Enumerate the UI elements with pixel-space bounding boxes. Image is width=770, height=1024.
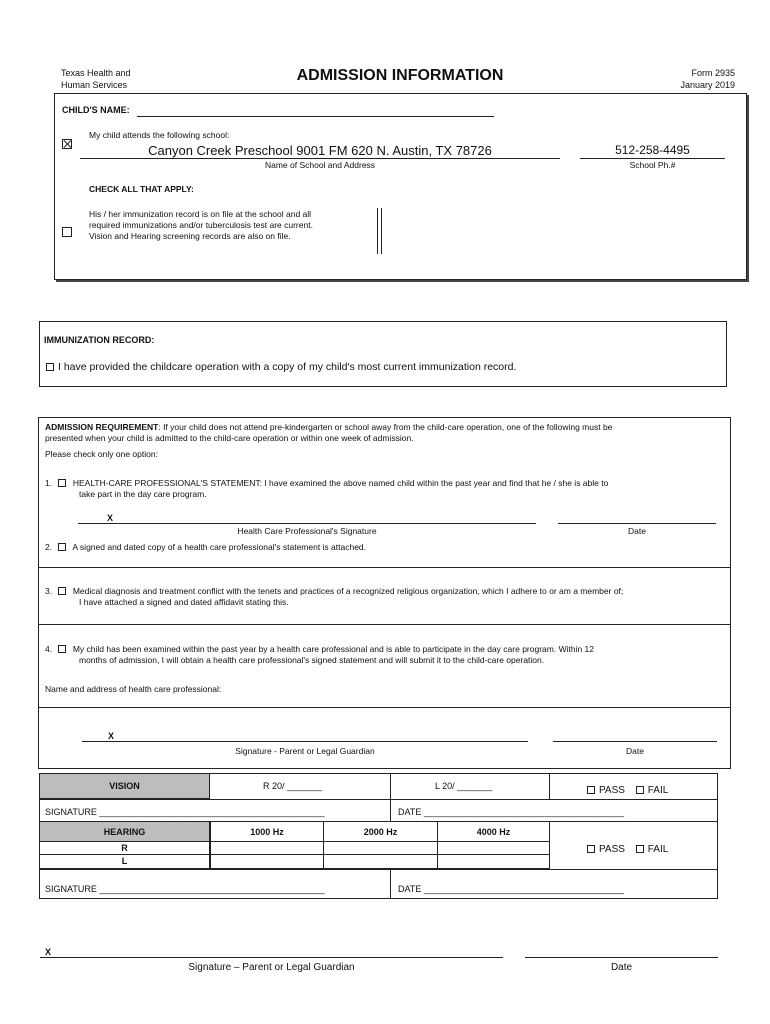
vision-right-field[interactable]: R 20/ _______ [263, 781, 323, 791]
immunization-section [39, 321, 727, 387]
school-checkbox[interactable] [62, 139, 72, 149]
option-3-checkbox[interactable] [58, 587, 66, 595]
option-2-text: A signed and dated copy of a health care professional's statement is attached. [72, 542, 367, 552]
hcp-signature-caption: Health Care Professional's Signature [237, 526, 377, 536]
option-1-checkbox[interactable] [58, 479, 66, 487]
immunization-statement [46, 361, 516, 373]
hearing-label: HEARING [103, 827, 146, 837]
hearing-l-4000[interactable] [437, 854, 550, 869]
agency-line-1: Texas Health and [61, 68, 131, 78]
option-2-number: 2. [45, 542, 53, 552]
immunization-checkbox[interactable] [46, 363, 54, 371]
hearing-fail-label: FAIL [647, 844, 669, 855]
admission-req-text-1: : If your child does not attend pre-kindergarten or school away from the child-care operation, one of the following must be [158, 422, 613, 432]
footer-signature-caption: Signature – Parent or Legal Guardian [188, 962, 355, 973]
option-3-line-2: I have attached a signed and dated affidavit stating this. [79, 597, 289, 607]
school-intro: My child attends the following school: [89, 130, 230, 140]
form-id [600, 67, 735, 91]
vision-fail-label: FAIL [647, 785, 669, 796]
parent-date-caption: Date [626, 746, 644, 756]
option-4 [45, 644, 725, 666]
hearing-signature-field[interactable]: SIGNATURE _____________________________________________ [45, 884, 325, 894]
hz2-label: 2000 Hz [363, 827, 398, 837]
child-name-label: CHILD'S NAME: [62, 105, 130, 115]
parent-signature-caption: Signature - Parent or Legal Guardian [235, 746, 375, 756]
hz1-label: 1000 Hz [250, 827, 284, 837]
vision-date-field[interactable]: DATE ________________________________________ [398, 807, 625, 817]
vision-divider-2 [549, 773, 550, 799]
hearing-sig-divider [390, 869, 391, 899]
option-3-line-1: Medical diagnosis and treatment conflict with the tenets and practices of a recognized religious organization, which I adhere to or am a member of; [72, 586, 624, 596]
vision-pass-fail [587, 784, 668, 797]
record-divider [377, 208, 382, 254]
option-4-line-2: months of admission, I will obtain a health care professional's signed statement and will submit it to the child-care operation. [79, 655, 545, 665]
check-all-label: CHECK ALL THAT APPLY: [89, 184, 194, 194]
hcp-date-field[interactable] [558, 523, 716, 524]
hearing-r-2000[interactable] [323, 841, 438, 855]
admission-req-text-2: presented when your child is admitted to the child-care operation or within one week of admission. [45, 433, 414, 443]
hearing-bottom-divider [39, 869, 718, 870]
school-underline [80, 158, 560, 159]
vision-left-field[interactable]: L 20/ _______ [435, 781, 493, 791]
immunization-statement-text: I have provided the childcare operation with a copy of my child's most current immunization record. [58, 361, 517, 373]
hz3-label: 4000 Hz [476, 827, 511, 837]
school-caption: Name of School and Address [264, 160, 376, 170]
parent-date-field[interactable] [553, 741, 717, 742]
phone-caption: School Ph.# [629, 160, 676, 170]
vision-pass-checkbox[interactable] [587, 786, 595, 794]
hearing-l-2000[interactable] [323, 854, 438, 869]
option-3-number: 3. [45, 586, 53, 596]
hearing-date-field[interactable]: DATE ________________________________________ [398, 884, 625, 894]
option-4-number: 4. [45, 644, 53, 654]
option-2 [45, 542, 366, 553]
parent-signature-field[interactable] [82, 741, 528, 742]
record-line-2: required immunizations and/or tuberculosis test are current. [89, 220, 313, 230]
vision-label: VISION [109, 781, 140, 791]
admission-divider-2 [38, 624, 731, 625]
hearing-pass-label: PASS [599, 844, 625, 855]
record-on-file-text [89, 209, 313, 242]
child-name-field[interactable] [137, 116, 494, 117]
hearing-r-label: R [121, 843, 128, 853]
footer-date-caption: Date [610, 962, 633, 973]
record-line-1: His / her immunization record is on file at the school and all [89, 209, 312, 219]
record-line-3: Vision and Hearing screening records are also on file. [89, 231, 291, 241]
option-2-checkbox[interactable] [58, 543, 66, 551]
parent-x-mark: X [108, 731, 115, 741]
admission-req-text-3: Please check only one option: [45, 449, 158, 459]
phone-underline [580, 158, 725, 159]
hcp-name-label: Name and address of health care professional: [45, 684, 222, 694]
hcp-x-mark: X [107, 513, 114, 523]
agency-name [61, 67, 131, 91]
form-date: January 2019 [680, 80, 735, 90]
footer-signature-field[interactable] [40, 957, 503, 958]
footer-x-mark: X [45, 947, 52, 957]
hearing-r-1000[interactable] [210, 841, 324, 855]
admission-divider-3 [38, 707, 731, 708]
record-on-file-checkbox[interactable] [62, 227, 72, 237]
hearing-l-1000[interactable] [210, 854, 324, 869]
admission-divider-1 [38, 567, 731, 568]
admission-requirement [45, 422, 725, 460]
vision-fail-checkbox[interactable] [636, 786, 644, 794]
option-1-line-2: take part in the day care program. [79, 489, 207, 499]
option-1 [45, 478, 725, 500]
option-1-line-1: HEALTH-CARE PROFESSIONAL'S STATEMENT: I have examined the above named child within the past year and find that he / she is able to [72, 478, 609, 488]
option-4-line-1: My child has been examined within the past year by a health care professional and is able to participate in the day care program. Within 12 [72, 644, 594, 654]
option-4-checkbox[interactable] [58, 645, 66, 653]
vision-pass-label: PASS [599, 785, 625, 796]
hearing-fail-checkbox[interactable] [636, 845, 644, 853]
admission-req-label: ADMISSION REQUIREMENT [45, 422, 159, 432]
form-number: Form 2935 [691, 68, 735, 78]
immunization-title: IMMUNIZATION RECORD: [44, 335, 155, 345]
school-value[interactable]: Canyon Creek Preschool 9001 FM 620 N. Austin, TX 78726 [148, 143, 492, 158]
option-3 [45, 586, 729, 608]
agency-line-2: Human Services [61, 80, 128, 90]
school-phone[interactable]: 512-258-4495 [615, 143, 690, 157]
footer-date-field[interactable] [525, 957, 718, 958]
vision-signature-field[interactable]: SIGNATURE _____________________________________________ [45, 807, 325, 817]
vision-divider-1 [390, 773, 391, 799]
hearing-pass-fail [587, 843, 668, 856]
hearing-r-4000[interactable] [437, 841, 550, 855]
hcp-signature-field[interactable] [78, 523, 536, 524]
hearing-pass-checkbox[interactable] [587, 845, 595, 853]
vision-sig-divider [390, 799, 391, 821]
form-title: ADMISSION INFORMATION [296, 67, 504, 84]
vision-row-divider [39, 799, 718, 800]
hcp-date-caption: Date [628, 526, 646, 536]
option-1-number: 1. [45, 478, 53, 488]
hearing-l-label: L [121, 856, 128, 866]
